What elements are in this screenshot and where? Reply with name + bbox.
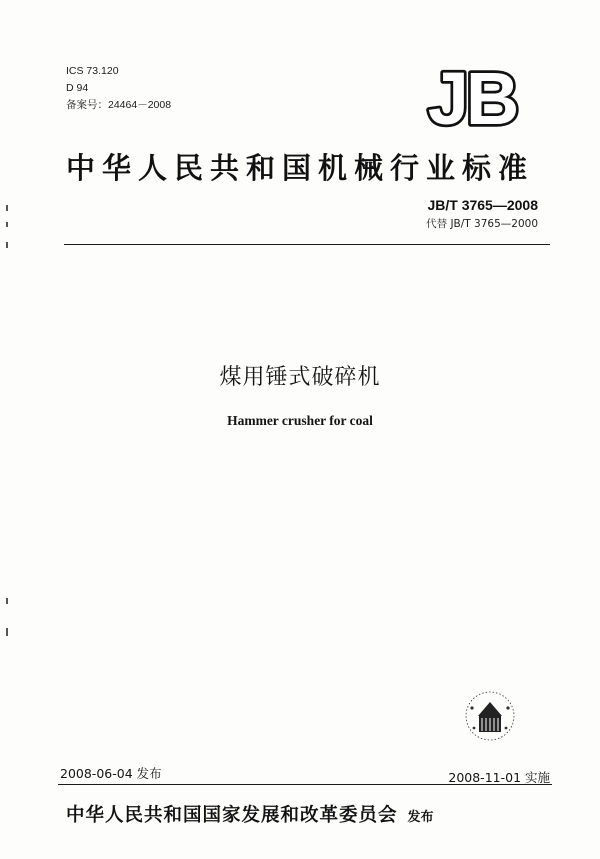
scan-edge-mark [6, 205, 8, 211]
publisher-action: 发布 [407, 810, 434, 825]
publisher-seal-icon [460, 686, 520, 746]
publisher-name: 中华人民共和国国家发展和改革委员会 [66, 805, 398, 826]
footer-divider [58, 784, 552, 785]
organization-title: 中华人民共和国机械行业标准 [65, 151, 534, 185]
scan-edge-mark [6, 628, 8, 636]
scan-edge-mark [6, 598, 8, 604]
publisher-line [66, 801, 434, 827]
scan-edge-mark [6, 222, 8, 227]
effective-date: 2008-11-01 实施 [448, 770, 550, 785]
record-number: 备案号：24464－2008 [66, 99, 172, 111]
classification-code: D 94 [66, 82, 89, 94]
header-divider [64, 244, 550, 245]
ics-code: ICS 73.120 [66, 65, 119, 77]
issue-date: 2008-06-04 发布 [60, 766, 162, 781]
document-title-chinese: 煤用锤式破碎机 [219, 365, 381, 390]
document-title-english: Hammer crusher for coal [227, 413, 373, 428]
standard-number: JB/T 3765—2008 [427, 197, 538, 213]
scan-edge-mark [6, 242, 8, 248]
jb-logo-text: JB [427, 62, 517, 132]
replaced-standard: 代替 JB/T 3765—2000 [426, 218, 538, 230]
jb-logo [420, 62, 525, 132]
